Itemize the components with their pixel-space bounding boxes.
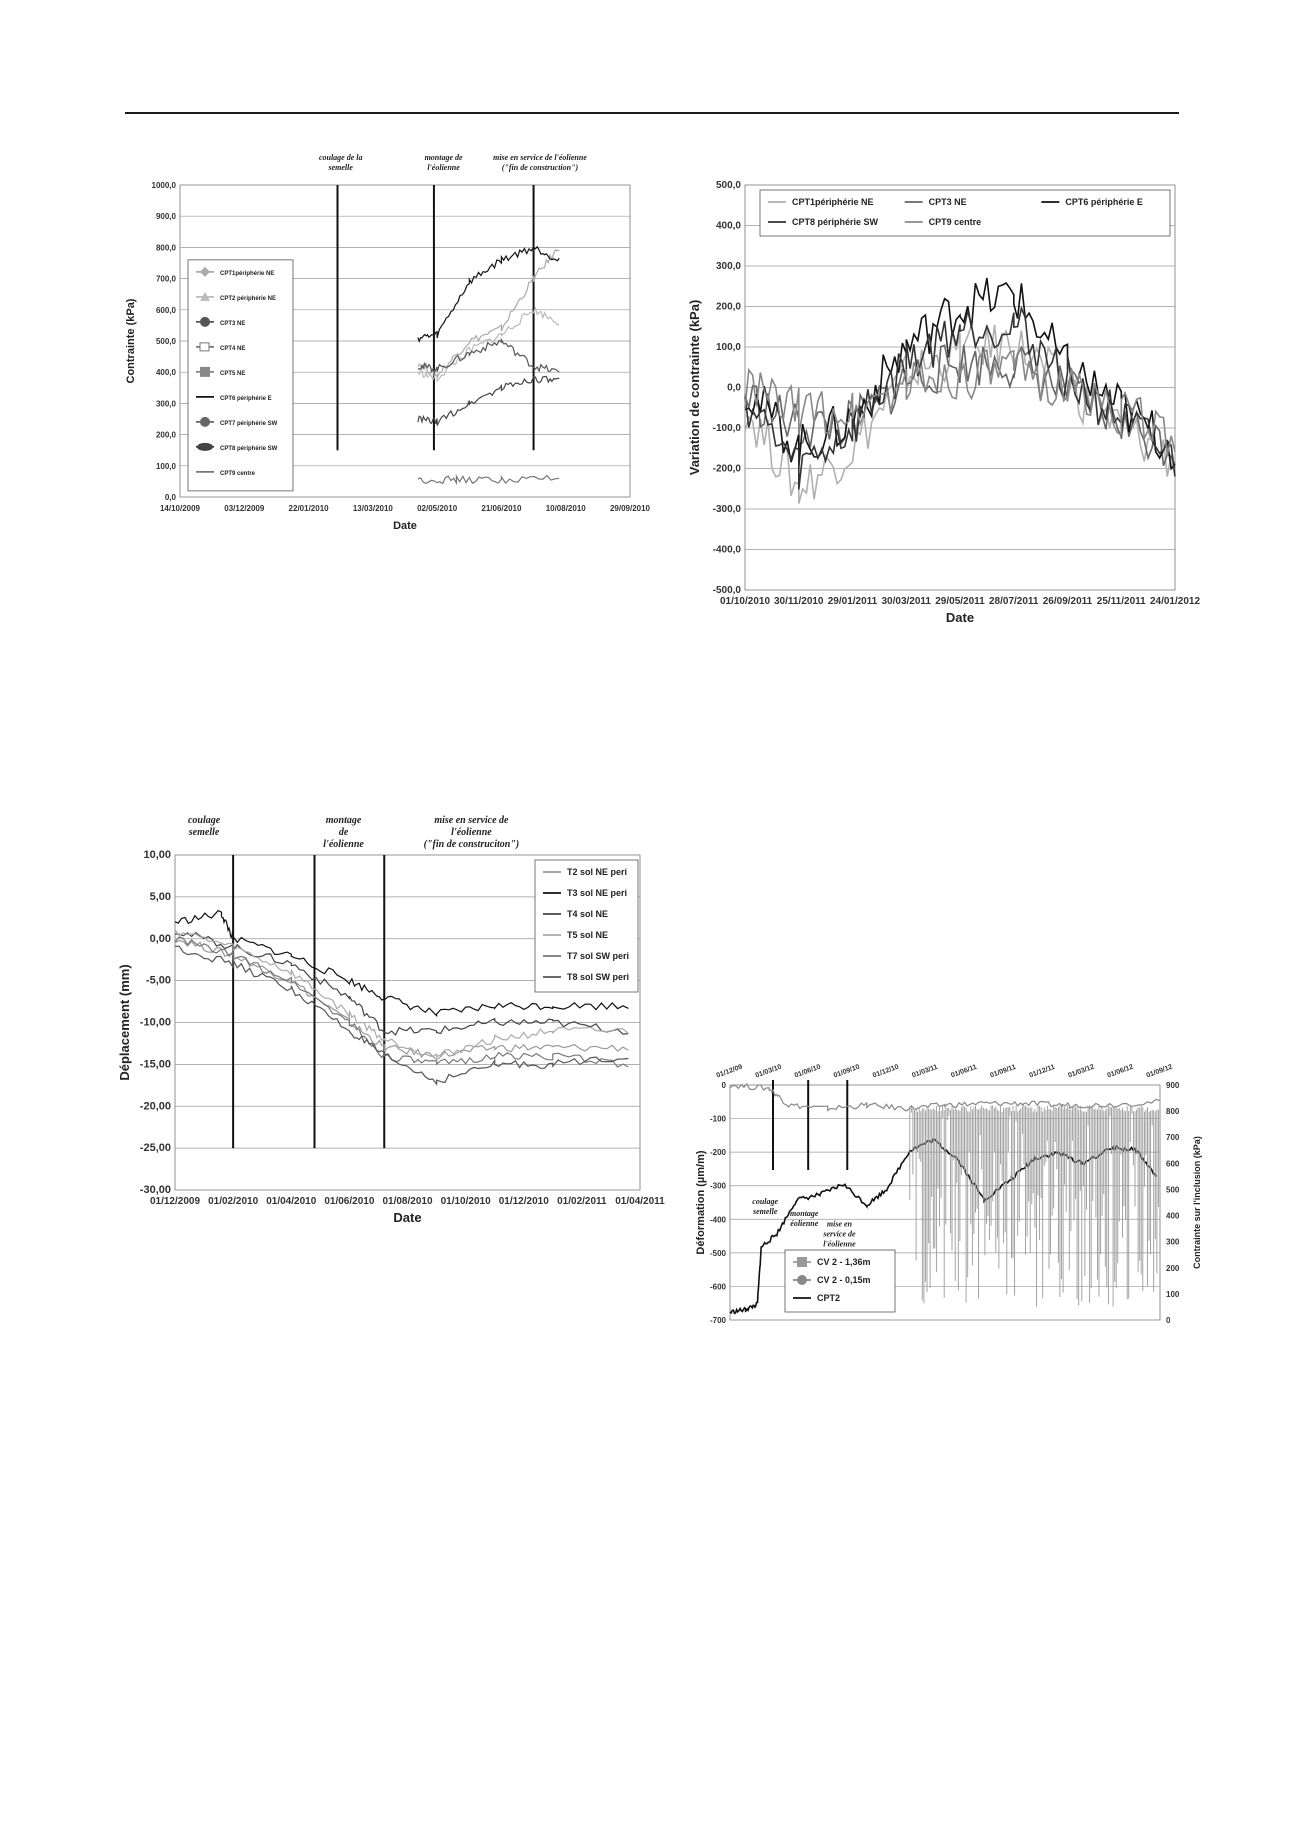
annotation-text: semelle	[188, 827, 220, 838]
y2-tick-label: 700	[1166, 1133, 1180, 1143]
y-tick-label: -600	[709, 1282, 726, 1292]
annotation-text: éolienne	[790, 1218, 819, 1228]
annotation-text: de	[338, 827, 349, 838]
x-tick-label: 01/06/2010	[324, 1196, 375, 1207]
annotation-text: mise en service de	[434, 815, 509, 826]
y-tick-label: 400,0	[155, 368, 176, 378]
legend-label: CPT1périphérie NE	[220, 270, 275, 277]
x-tick-label: 01/03/10	[754, 1063, 783, 1080]
series-line	[418, 476, 559, 484]
y-tick-label: -500,0	[712, 585, 741, 596]
y-tick-label: -300	[709, 1181, 726, 1191]
y2-tick-label: 400	[1166, 1211, 1180, 1221]
x-tick-label: 02/05/2010	[417, 504, 458, 513]
y2-tick-label: 600	[1166, 1159, 1180, 1169]
y-tick-label: 500,0	[155, 337, 176, 346]
x-tick-label: 28/07/2011	[989, 596, 1039, 607]
y2-tick-label: 900	[1166, 1081, 1180, 1090]
x-tick-label: 30/11/2010	[774, 596, 824, 607]
annotation-text: service de	[823, 1229, 856, 1239]
y-tick-label: 0,0	[164, 493, 176, 502]
annotation-text: ("fin de construction")	[501, 163, 579, 172]
y-tick-label: -100,0	[712, 423, 741, 434]
legend-label: CPT5 NE	[220, 370, 246, 377]
x-tick-label: 13/03/2010	[352, 504, 393, 513]
annotation-text: mise en service de l'éolienne	[493, 153, 587, 162]
legend-label: CPT8 périphérie SW	[792, 217, 879, 227]
x-tick-label: 01/02/2010	[208, 1196, 259, 1207]
legend-label: T8 sol SW peri	[567, 972, 630, 982]
x-tick-label: 01/03/12	[1067, 1063, 1096, 1080]
annotation-text: coulage	[187, 815, 221, 826]
x-tick-label: 01/12/11	[1028, 1063, 1057, 1080]
x-tick-label: 01/12/10	[871, 1063, 900, 1080]
legend-label: T2 sol NE peri	[567, 867, 628, 877]
x-tick-label: 10/08/2010	[545, 504, 586, 513]
annotation-text: semelle	[752, 1206, 778, 1216]
y-tick-label: 0,00	[149, 932, 171, 945]
annotation-text: l'éolienne	[451, 827, 492, 838]
y-tick-label: 0	[721, 1081, 726, 1090]
y-tick-label: 900,0	[155, 212, 176, 222]
x-tick-label: 01/06/10	[793, 1063, 822, 1080]
y-axis-title: Déplacement (mm)	[117, 964, 132, 1081]
series-line	[418, 247, 559, 341]
x-tick-label: 01/02/2011	[557, 1196, 607, 1207]
legend-marker	[200, 417, 210, 427]
legend-label: CPT6 périphérie E	[1065, 197, 1143, 207]
y2-tick-label: 800	[1166, 1107, 1180, 1117]
y-tick-label: -200	[709, 1148, 726, 1158]
legend-label: CPT3 NE	[220, 320, 246, 327]
y-tick-label: 400,0	[715, 220, 741, 232]
y-tick-label: 1000,0	[151, 181, 176, 190]
x-tick-label: 01/04/2010	[266, 1196, 317, 1207]
x-tick-label: 01/08/2010	[382, 1196, 433, 1207]
legend-label: CPT2	[817, 1293, 841, 1303]
chart-deformation	[690, 1010, 1205, 1350]
legend-label: CV 2 - 1,36m	[817, 1257, 871, 1267]
x-tick-label: 03/12/2009	[224, 504, 265, 513]
legend-label: CPT1périphérie NE	[792, 197, 874, 207]
y-tick-label: 600,0	[155, 305, 176, 315]
annotation-text: coulage de la	[318, 153, 363, 162]
y-tick-label: -30,00	[139, 1184, 171, 1196]
legend-label: CPT9 centre	[928, 217, 982, 227]
x-tick-label: 24/01/2012	[1149, 596, 1201, 607]
x-tick-label: 01/09/10	[832, 1063, 861, 1080]
y-tick-label: 100,0	[715, 342, 741, 353]
annotation-text: l'éolienne	[323, 839, 364, 850]
series-line	[730, 1084, 1160, 1111]
series-line	[418, 376, 559, 425]
y2-axis-title: Contrainte sur l'inclusion (kPa)	[1192, 1136, 1202, 1269]
annotation-text: semelle	[328, 163, 353, 172]
y-tick-label: -500	[709, 1248, 726, 1258]
chart-contrainte	[120, 153, 660, 560]
x-tick-label: 01/06/12	[1106, 1063, 1135, 1080]
legend-label: T3 sol NE peri	[567, 888, 628, 898]
y-axis-title: Déformation (µm/m)	[695, 1150, 707, 1255]
legend-label: CPT9 centre	[220, 470, 256, 477]
y-axis-title: Contrainte (kPa)	[125, 298, 137, 384]
y-tick-label: -300,0	[712, 504, 741, 515]
y-tick-label: -100	[709, 1114, 726, 1124]
chart-variation-contrainte	[680, 175, 1200, 640]
x-tick-label: 26/09/2011	[1042, 596, 1093, 607]
annotation-text: montage	[325, 815, 362, 826]
annotation-text: montage	[790, 1208, 819, 1218]
x-tick-label: 29/05/2011	[935, 596, 985, 607]
y-tick-label: 500,0	[715, 180, 741, 191]
y-tick-label: -25,00	[139, 1142, 171, 1155]
legend-marker	[197, 443, 213, 451]
y-tick-label: 100,0	[155, 461, 176, 471]
x-tick-label: 29/01/2011	[827, 596, 878, 607]
x-axis-title: Date	[945, 610, 975, 625]
legend-label: CPT4 NE	[220, 345, 246, 352]
y-tick-label: 5,00	[149, 890, 171, 903]
y-tick-label: 10,00	[143, 849, 171, 861]
y2-tick-label: 200	[1166, 1263, 1180, 1273]
x-tick-label: 01/09/12	[1145, 1063, 1174, 1080]
y-tick-label: 300,0	[715, 261, 741, 272]
x-tick-label: 14/10/2009	[159, 504, 201, 513]
x-tick-label: 30/03/2011	[881, 596, 931, 607]
legend-label: CPT2 périphérie NE	[220, 295, 277, 302]
legend-marker	[797, 1275, 807, 1285]
x-tick-label: 22/01/2010	[288, 504, 329, 513]
y2-tick-label: 0	[1166, 1316, 1171, 1325]
x-tick-label: 25/11/2011	[1096, 596, 1146, 607]
x-tick-label: 01/04/2011	[615, 1196, 665, 1207]
legend-marker	[200, 367, 210, 377]
header-rule	[125, 112, 1179, 114]
y2-tick-label: 300	[1166, 1237, 1180, 1247]
x-tick-label: 01/06/11	[950, 1063, 978, 1080]
legend-label: CV 2 - 0,15m	[817, 1275, 871, 1285]
x-tick-label: 01/10/2010	[440, 1196, 491, 1207]
x-tick-label: 01/03/11	[911, 1063, 939, 1080]
x-axis-title: Date	[393, 520, 417, 532]
y-tick-label: -5,00	[145, 974, 171, 987]
annotation-text: l'éolienne	[427, 163, 460, 172]
y-tick-label: 300,0	[155, 399, 176, 409]
legend-marker	[797, 1257, 807, 1267]
y-tick-label: 800,0	[155, 243, 176, 253]
y-tick-label: -400,0	[712, 544, 741, 556]
annotation-text: mise en	[826, 1219, 853, 1229]
annotation-text: montage de	[424, 153, 463, 162]
y-tick-label: 200,0	[715, 301, 741, 313]
x-axis-title: Date	[393, 1210, 422, 1225]
x-tick-label: 01/09/11	[989, 1063, 1017, 1080]
x-tick-label: 01/10/2010	[719, 596, 771, 607]
x-tick-label: 01/12/2009	[149, 1196, 201, 1207]
x-tick-label: 01/12/09	[715, 1063, 744, 1080]
chart-deplacement	[100, 815, 665, 1230]
series-line	[418, 340, 559, 372]
x-tick-label: 01/12/2010	[498, 1196, 549, 1207]
y-tick-label: -200,0	[712, 463, 741, 475]
y-tick-label: -20,00	[139, 1100, 171, 1113]
x-tick-label: 29/09/2010	[609, 504, 651, 513]
y-tick-label: 0,0	[727, 382, 741, 394]
y-tick-label: -15,00	[139, 1058, 171, 1071]
x-tick-label: 21/06/2010	[481, 504, 522, 513]
annotation-text: ("fin de construciton")	[423, 839, 520, 850]
y-tick-label: -700	[709, 1316, 726, 1325]
legend-label: CPT7 périphérie SW	[220, 420, 278, 427]
legend-label: T7 sol SW peri	[567, 951, 630, 961]
y-tick-label: 700,0	[155, 274, 176, 284]
legend-marker	[200, 317, 210, 327]
legend-label: CPT3 NE	[928, 197, 967, 207]
y2-tick-label: 100	[1166, 1289, 1180, 1299]
legend-label: T5 sol NE	[567, 930, 609, 940]
legend-label: T4 sol NE	[567, 909, 609, 919]
legend-marker	[200, 343, 209, 351]
y-tick-label: -10,00	[139, 1016, 171, 1029]
legend-label: CPT8 périphérie SW	[220, 445, 278, 452]
annotation-text: coulage	[752, 1196, 779, 1206]
y-tick-label: 200,0	[155, 430, 176, 440]
y-axis-title: Variation de contrainte (kPa)	[687, 299, 702, 476]
y-tick-label: -400	[709, 1215, 726, 1225]
annotation-text: l'éolienne	[823, 1239, 856, 1249]
series-cv2-136-spikes	[910, 1105, 1159, 1307]
legend-label: CPT6 périphérie E	[220, 395, 272, 402]
y2-tick-label: 500	[1166, 1185, 1180, 1195]
